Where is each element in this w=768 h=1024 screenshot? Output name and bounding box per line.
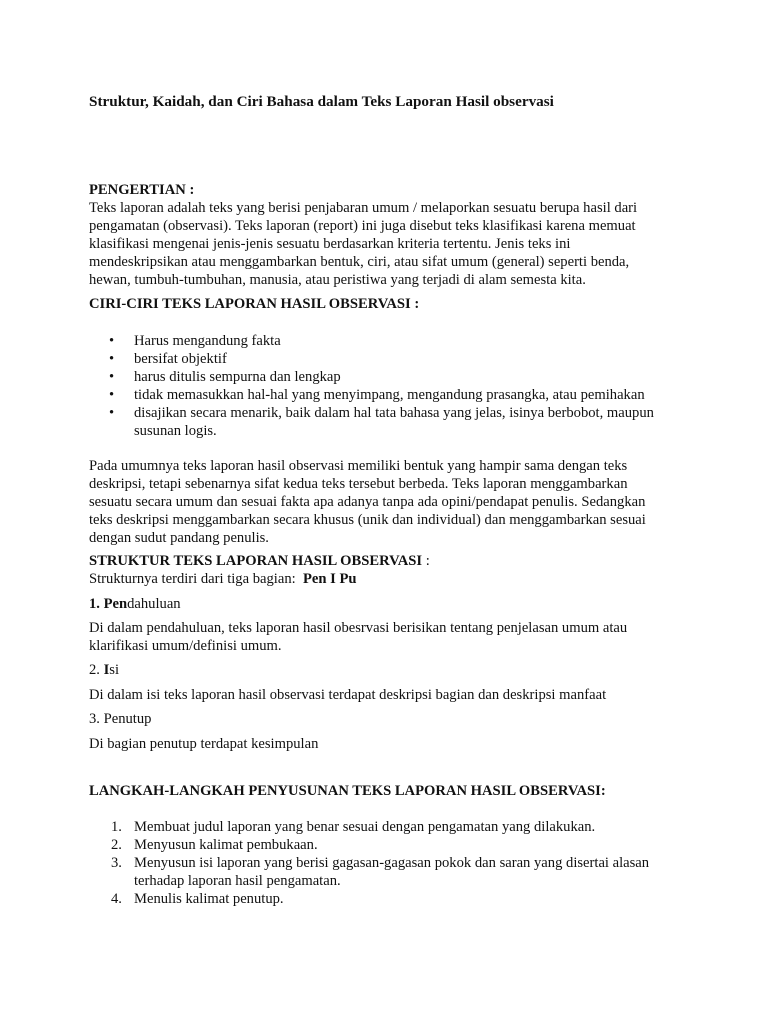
section-isi-label: 2. Isi [89,662,120,678]
list-item: 4. Menulis kalimat penutup. [111,891,284,907]
pengertian-heading: PENGERTIAN : [89,182,195,198]
ciri-heading: CIRI-CIRI TEKS LAPORAN HASIL OBSERVASI : [89,296,420,312]
paragraph-line: klasifikasi mengenai jenis-jenis sesuatu berdasarkan kriteria tertentu. Jenis teks ini [89,236,571,252]
paragraph-line: Teks laporan adalah teks yang berisi penjabaran umum / melaporkan sesuatu berupa hasil dari [89,200,638,216]
paragraph-line: dengan sudut pandang penulis. [89,530,269,546]
list-item: 3. Menyusun isi laporan yang berisi gagasan-gagasan pokok dan saran yang disertai alasan terhadap laporan hasil pengamatan. [111,855,650,889]
pengertian-paragraph [89,199,679,289]
paragraph-line: Pada umumnya teks laporan hasil observasi memiliki bentuk yang hampir sama dengan teks [89,458,628,474]
list-item: • bersifat objektif [109,351,227,367]
paragraph-line: hewan, tumbuh-tumbuhan, manusia, atau peristiwa yang terjadi di alam semesta kita. [89,272,586,288]
list-item: 1. Membuat judul laporan yang benar sesuai dengan pengamatan yang dilakukan. [111,819,596,835]
list-item: 2. Menyusun kalimat pembukaan. [111,837,318,853]
section-pendahuluan-desc: Di dalam pendahuluan, teks laporan hasil obesrvasi berisikan tentang penjelasan umum atau klarifikasi umum/definisi umum. [89,620,628,654]
list-number: 2. [111,837,122,853]
document-title: Struktur, Kaidah, dan Ciri Bahasa dalam Teks Laporan Hasil observasi [89,93,554,110]
langkah-list [89,818,679,908]
paragraph-line: pengamatan (observasi). Teks laporan (report) ini juga disebut teks klasifikasi karena memuat [89,218,636,234]
list-number: 4. [111,891,122,907]
list-item: • tidak memasukkan hal-hal yang menyimpang, mengandung prasangka, atau pemihakan [109,387,645,403]
list-item: • harus ditulis sempurna dan lengkap [109,369,341,385]
bullet-icon: • [109,351,115,367]
struktur-heading: STRUKTUR TEKS LAPORAN HASIL OBSERVASI : [89,553,430,569]
bullet-icon: • [109,333,115,349]
ciri-list [89,332,679,440]
list-item: • disajikan secara menarik, baik dalam hal tata bahasa yang jelas, isinya berbobot, maupun susunan logis. [109,405,654,439]
comparison-paragraph [89,457,679,547]
section-isi-desc: Di dalam isi teks laporan hasil observasi terdapat deskripsi bagian dan deskripsi manfaat [89,687,607,703]
paragraph-line: sesuatu secara umum dan sesuai fakta apa adanya tanpa ada opini/pendapat penulis. Sedangkan [89,494,646,510]
langkah-heading: LANGKAH-LANGKAH PENYUSUNAN TEKS LAPORAN HASIL OBSERVASI: [89,783,606,799]
paragraph-line: deskripsi, tetapi sebenarnya sifat kedua teks tersebut berbeda. Teks laporan menggambarkan [89,476,628,492]
list-number: 3. [111,855,122,871]
section-pendahuluan-label: 1. Pendahuluan [89,596,181,612]
bullet-icon: • [109,369,115,385]
paragraph-line: mendeskripsikan atau menggambarkan bentuk, ciri, atau sifat umum (general) seperti benda, [89,254,630,270]
bullet-icon: • [109,387,115,403]
bullet-icon: • [109,405,115,421]
paragraph-line: teks deskripsi menggambarkan secara khusus (unik dan individual) dan menggambarkan sesuai [89,512,646,528]
list-item: • Harus mengandung fakta [109,333,281,349]
section-penutup-desc: Di bagian penutup terdapat kesimpulan [89,736,319,752]
section-penutup-label: 3. Penutup [89,711,152,727]
list-number: 1. [111,819,122,835]
struktur-intro: Strukturnya terdiri dari tiga bagian: Pen I Pu [89,571,357,587]
